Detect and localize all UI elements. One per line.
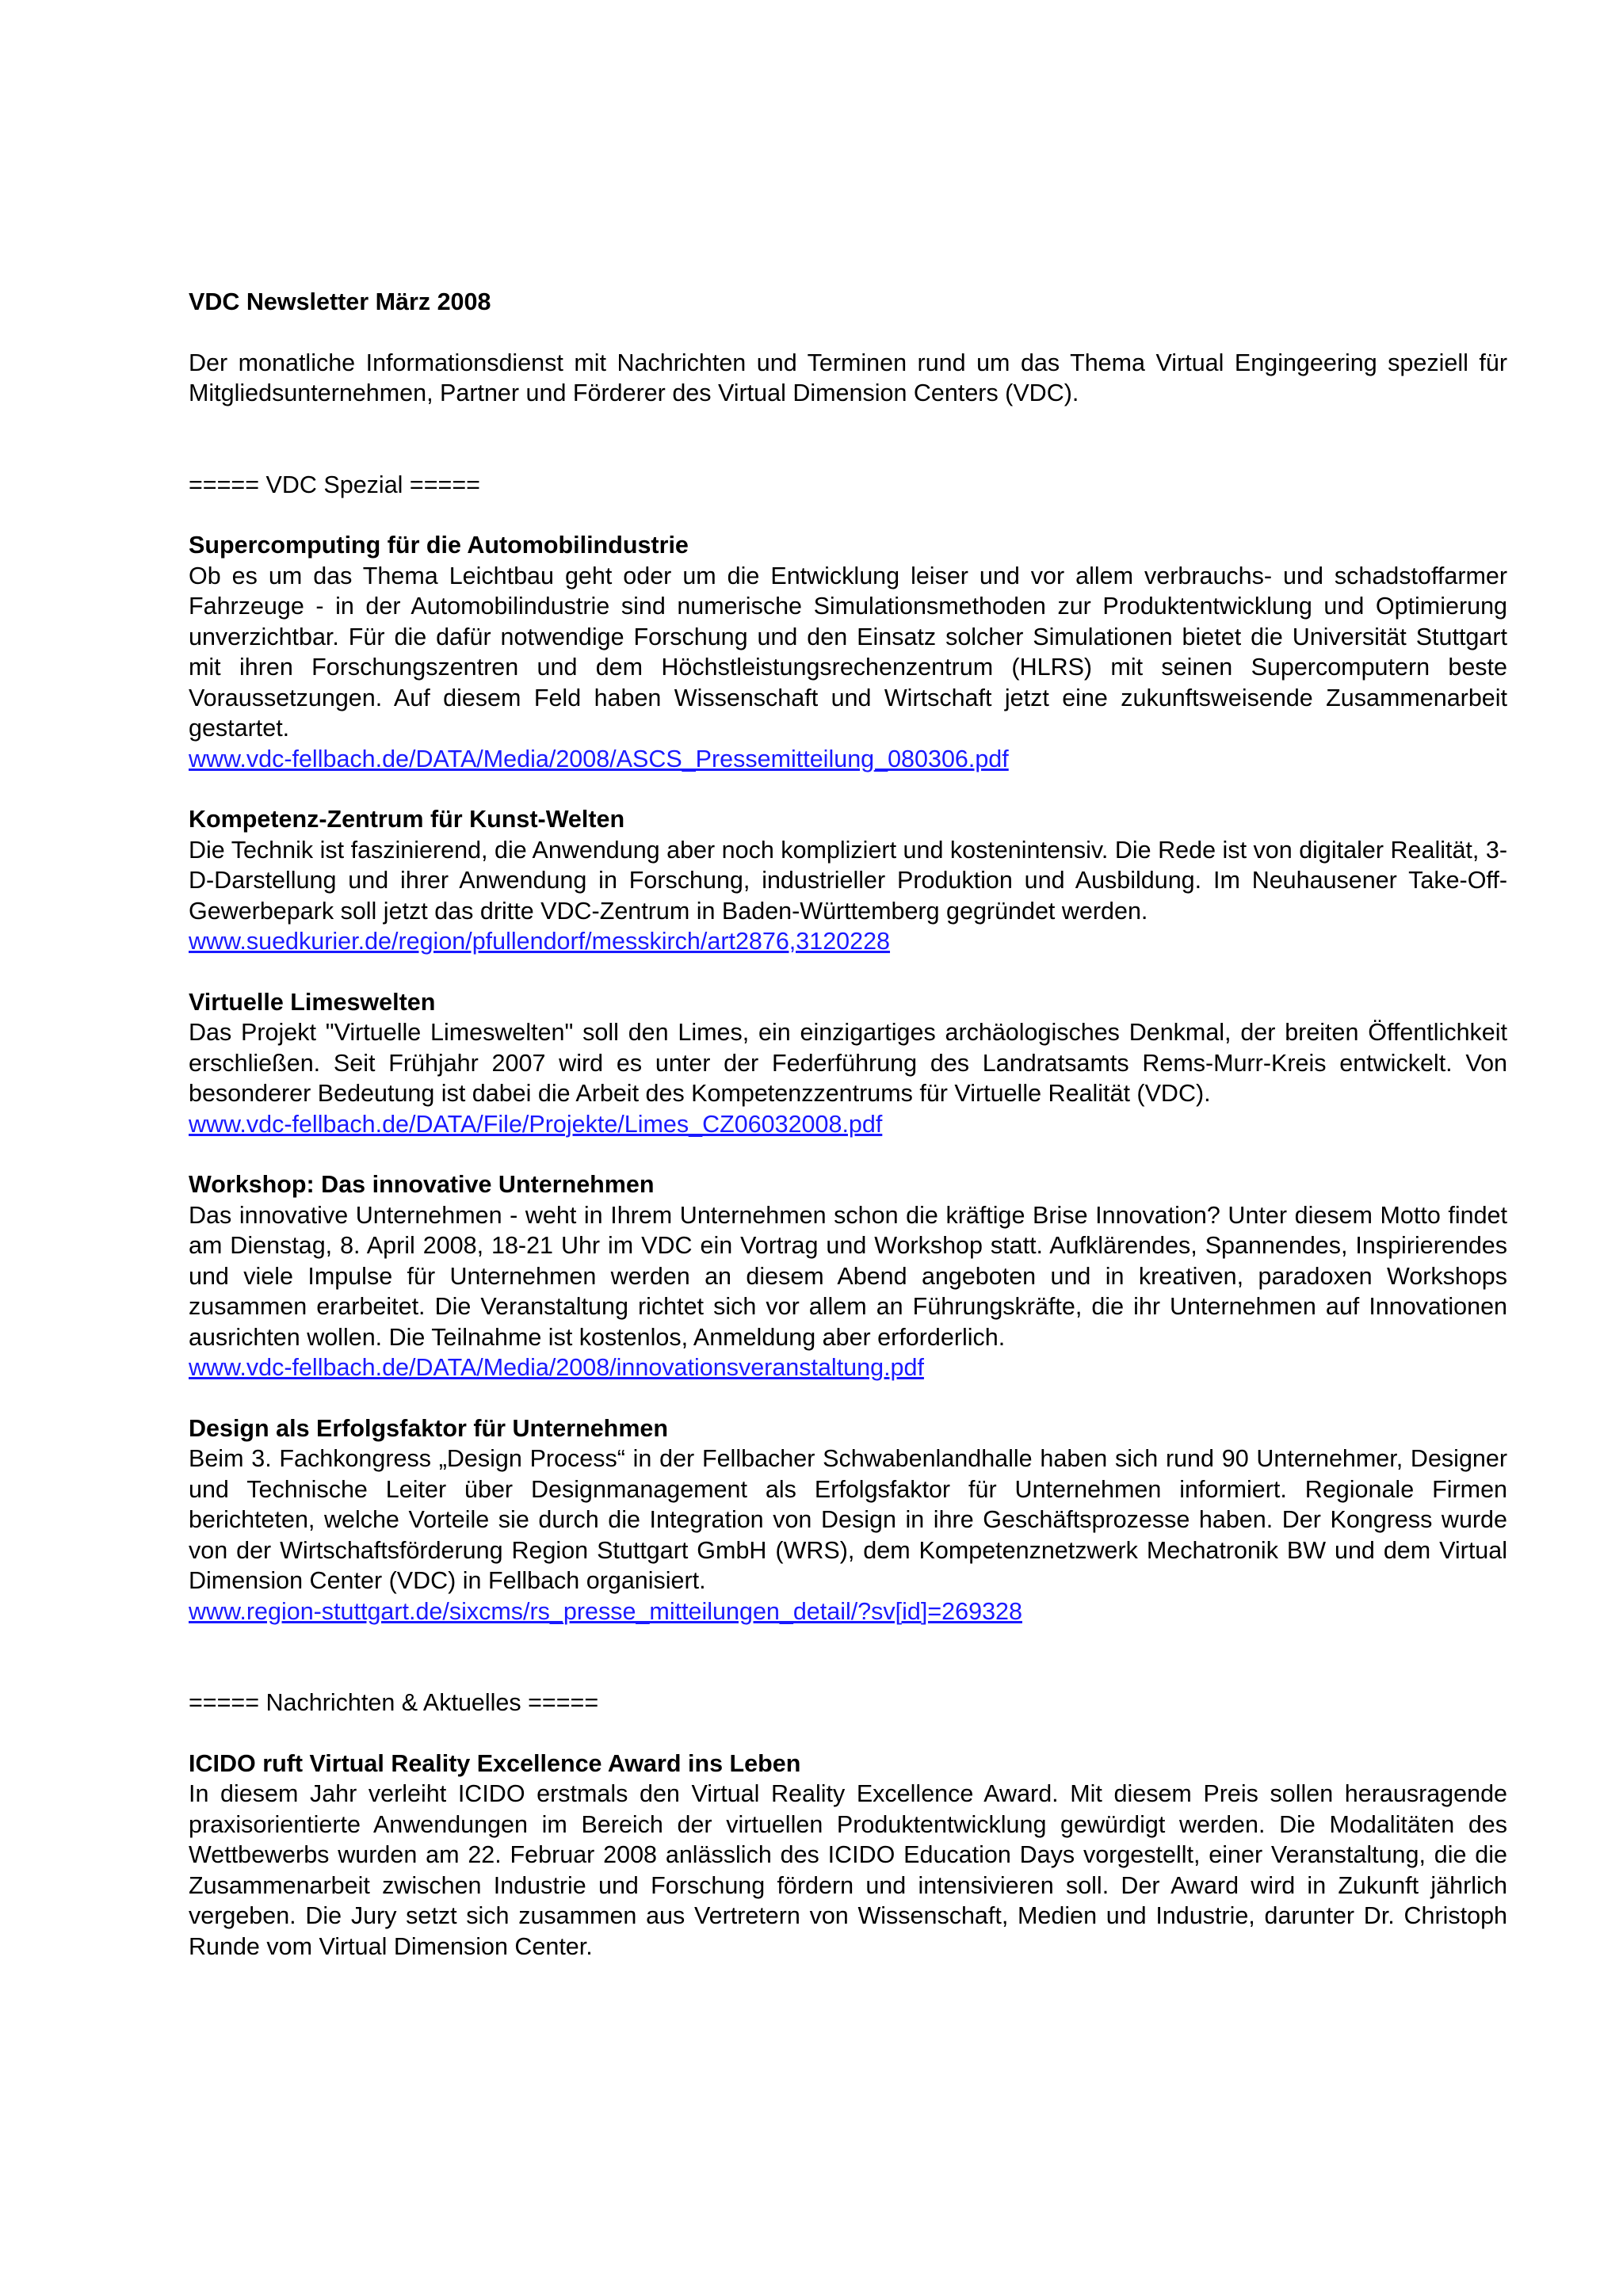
section-vdc-spezial <box>189 470 1507 1627</box>
newsletter-page <box>189 287 1507 1962</box>
newsletter-intro: Der monatliche Informationsdienst mit Nachrichten und Terminen rund um das Thema Virtual Engingeering speziell für Mitgliedsunternehmen, Partner und Förderer des Virtual Dimension Centers (VDC). <box>189 349 1507 406</box>
spacer <box>189 1718 1507 1749</box>
article-link[interactable]: www.region-stuttgart.de/sixcms/rs_presse_mitteilungen_detail/?sv[id]=269328 <box>189 1597 1022 1625</box>
newsletter-title: VDC Newsletter März 2008 <box>189 288 491 315</box>
article-body: Das innovative Unternehmen - weht in Ihrem Unternehmen schon die kräftige Brise Innovation? Unter diesem Motto findet am Dienstag, 8. April 2008, 18-21 Uhr im VDC ein Vortrag und Workshop statt. Aufklärendes, Spannendes, Inspirierendes und viele Impulse für Unternehmen werden an diesem Abend angeboten und in kreativen, paradoxen Workshops zusammen erarbeitet. Die Veranstaltung richtet sich vor allem an Führungskräfte, die ihr Unternehmen auf Innovationen ausrichten wollen. Die Teilnahme ist kostenlos, Anmeldung aber erforderlich. <box>189 1201 1507 1351</box>
article-title: Virtuelle Limeswelten <box>189 988 436 1016</box>
article-title: Kompetenz-Zentrum für Kunst-Welten <box>189 806 625 833</box>
article-limeswelten <box>189 987 1507 1140</box>
article-link[interactable]: www.suedkurier.de/region/pfullendorf/messkirch/art2876,3120228 <box>189 928 891 955</box>
article-title: Supercomputing für die Automobilindustrie <box>189 532 689 559</box>
article-body: Beim 3. Fachkongress „Design Process“ in der Fellbacher Schwabenlandhalle haben sich rund 90 Unternehmer, Designer und Technische Leiter über Designmanagement als Erfolgsfaktor für Unternehmen informiert. Regionale Firmen berichteten, welche Vorteile sie durch die Integration von Design in ihre Geschäftsprozesse haben. Der Kongress wurde von der Wirtschaftsförderung Region Stuttgart GmbH (WRS), dem Kompetenznetzwerk Mechatronik BW und dem Virtual Dimension Center (VDC) in Fellbach organisiert. <box>189 1445 1507 1594</box>
article-kompetenz-zentrum <box>189 804 1507 957</box>
article-title: Workshop: Das innovative Unternehmen <box>189 1171 655 1198</box>
article-body: Das Projekt "Virtuelle Limeswelten" soll den Limes, ein einzigartiges archäologisches Denkmal, der breiten Öffentlichkeit erschließen. Seit Frühjahr 2007 wird es unter der Federführung des Landratsamts Rems-Murr-Kreis entwickelt. Von besonderer Bedeutung ist dabei die Arbeit des Kompetenzzentrums für Virtuelle Realität (VDC). <box>189 1019 1507 1107</box>
article-title: ICIDO ruft Virtual Reality Excellence Award ins Leben <box>189 1749 801 1777</box>
article-link[interactable]: www.vdc-fellbach.de/DATA/Media/2008/ASCS_Pressemitteilung_080306.pdf <box>189 745 1009 772</box>
section-nachrichten <box>189 1688 1507 1962</box>
article-link[interactable]: www.vdc-fellbach.de/DATA/Media/2008/innovationsveranstaltung.pdf <box>189 1354 924 1381</box>
article-supercomputing <box>189 530 1507 774</box>
spacer <box>189 409 1507 470</box>
article-workshop <box>189 1169 1507 1383</box>
article-title: Design als Erfolgsfaktor für Unternehmen <box>189 1414 669 1442</box>
article-body: Die Technik ist faszinierend, die Anwendung aber noch kompliziert und kostenintensiv. Die Rede ist von digitaler Realität, 3-D-Darstellung und ihrer Anwendung in Forschung, industrieller Produktion und Ausbildung. Im Neuhausener Take-Off-Gewerbepark soll jetzt das dritte VDC-Zentrum in Baden-Württemberg gegründet werden. <box>189 836 1507 925</box>
spacer <box>189 1627 1507 1688</box>
article-icido-award <box>189 1749 1507 1962</box>
article-body: In diesem Jahr verleiht ICIDO erstmals den Virtual Reality Excellence Award. Mit diesem Preis sollen herausragende praxisorientierte Anwendungen im Bereich der virtuellen Produktentwicklung gewürdigt werden. Die Modalitäten des Wettbewerbs wurden am 22. Februar 2008 anlässlich des ICIDO Education Days vorgestellt, einer Veranstaltung, die die Zusammenarbeit zwischen Industrie und Forschung fördern und intensivieren soll. Der Award wird in Zukunft jährlich vergeben. Die Jury setzt sich zusammen aus Vertretern von Wissenschaft, Medien und Industrie, darunter Dr. Christoph Runde vom Virtual Dimension Center. <box>189 1780 1507 1960</box>
article-design-erfolgsfaktor <box>189 1413 1507 1627</box>
article-body: Ob es um das Thema Leichtbau geht oder um die Entwicklung leiser und vor allem verbrauchs- und schadstoffarmer Fahrzeuge - in der Automobilindustrie sind numerische Simulationsmethoden zur Produktentwicklung und Optimierung unverzichtbar. Für die dafür notwendige Forschung und den Einsatz solcher Simulationen bietet die Universität Stuttgart mit ihren Forschungszentren und dem Höchstleistungsrechenzentrum (HLRS) mit seinen Supercomputern beste Voraussetzungen. Auf diesem Feld haben Wissenschaft und Wirtschaft jetzt eine zukunftsweisende Zusammenarbeit gestartet. <box>189 562 1507 742</box>
section-heading-nachrichten: ===== Nachrichten & Aktuelles ===== <box>189 1689 599 1716</box>
article-link[interactable]: www.vdc-fellbach.de/DATA/File/Projekte/Limes_CZ06032008.pdf <box>189 1110 883 1138</box>
spacer <box>189 500 1507 530</box>
section-heading-spezial: ===== VDC Spezial ===== <box>189 471 480 498</box>
